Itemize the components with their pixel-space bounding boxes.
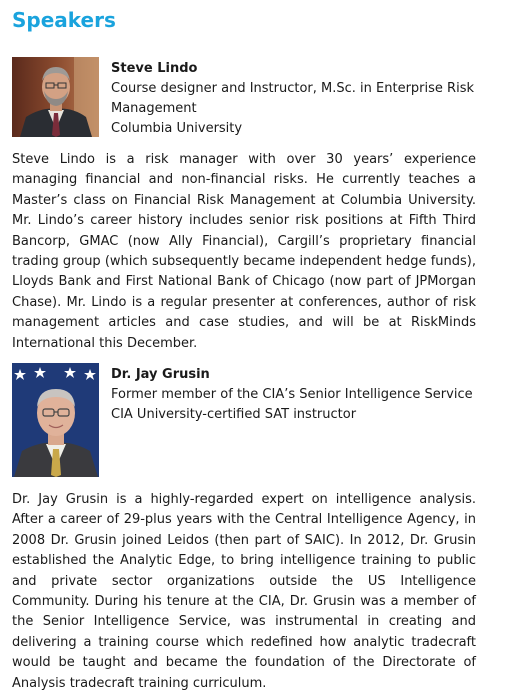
speaker-photo-jay-grusin bbox=[12, 363, 99, 477]
speaker-title: Course designer and Instructor, M.Sc. in Enterprise Risk Management bbox=[111, 81, 474, 116]
speaker-title: Former member of the CIA’s Senior Intelligence Service bbox=[111, 387, 473, 402]
speaker-bio-steve-lindo: Steve Lindo is a risk manager with over 30 years’ experience managing financial and non-financial risks. He currently teaches a Master’s class on Financial Risk Management at Columbia University. Mr. Lindo’s career history includes senior risk positions at Fifth Third Bancorp, GMAC (now Ally Financial), Cargill’s proprietary financial trading group (which subsequently became independent hedge funds), Lloyds Bank and First National Bank of Chicago (now part of JPMorgan Chase). Mr. Lindo is a regular presenter at conferences, author of risk management articles and case studies, and will be at RiskMinds International this December. bbox=[12, 152, 476, 351]
speaker-affiliation: Columbia University bbox=[111, 121, 243, 136]
speaker-name: Steve Lindo bbox=[111, 61, 198, 76]
speaker-certification: CIA University-certified SAT instructor bbox=[111, 407, 357, 422]
speaker-info-steve-lindo bbox=[111, 59, 491, 139]
speaker-photo-steve-lindo bbox=[12, 57, 99, 137]
speaker-name: Dr. Jay Grusin bbox=[111, 367, 210, 382]
section-heading: Speakers bbox=[12, 8, 116, 32]
speaker-bio-jay-grusin: Dr. Jay Grusin is a highly-regarded expert on intelligence analysis. After a career of 29-plus years with the Central Intelligence Agency, in 2008 Dr. Grusin joined Leidos (then part of SAIC). In 2012, Dr. Grusin established the Analytic Edge, to bring intelligence training to public and private sector organizations outside the US Intelligence Community. During his tenure at the CIA, Dr. Grusin was a member of the Senior Intelligence Service, was instrumental in creating and delivering a training course which redefined how analytic tradecraft would be taught and became the foundation of the Directorate of Analysis tradecraft training curriculum. bbox=[12, 492, 476, 691]
speaker-info-jay-grusin bbox=[111, 365, 511, 425]
